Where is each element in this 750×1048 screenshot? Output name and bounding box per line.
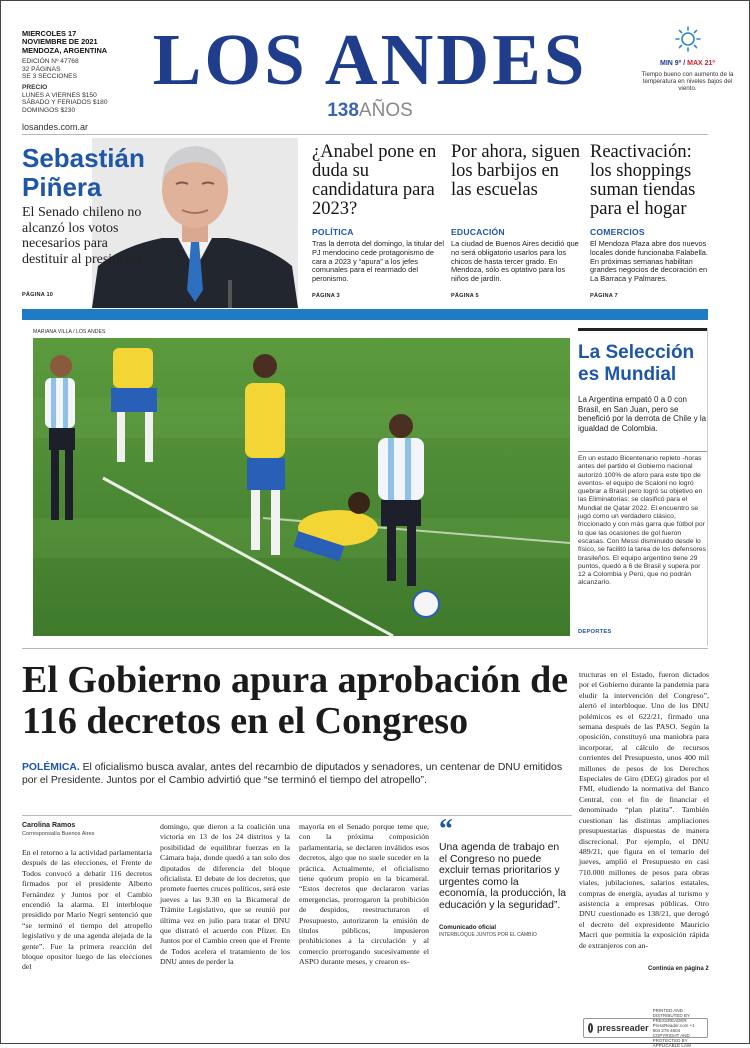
main-column-right: tructuras en el Estado, fueron dictados por el Gobierno durante la pandemia para eludir la intervención del Congreso”, alertó el interbloque. Uno de los DNU polémicos es el 622/21, firmado una semana después de las PASO. Según la oposición, constituyó una maniobra para incorporar, al cálculo de recursos corrientes del Presupuesto, unos 400 mil millones de pesos de los Derechos Especiales de Giro (DEG) girados por el FMI, eludiendo la normativa del Banco Central, con el fin de financiar el denominado “plan platita”. También cuestionan las distintas ampliaciones presupuestarias dispuestas de manera discrecional. Por ejemplo, el DNU 489/21, que figura en el temario del jueves, amplió el Presupuesto en casi 710.000 millones de pesos para obras viales, jubilaciones, salarios estatales, compras de energía, ayudas al turismo y asistencia a empresas públicas. Otro DNU cuestionado es 138/21, que derogó el decreto del expresidente Mauricio Macri que permitía la exposición rápida de extranjeros con an- [579, 670, 709, 950]
educacion-kicker: EDUCACIÓN [451, 227, 505, 237]
anniversary-word: AÑOS [358, 100, 413, 121]
site-link[interactable]: losandes.com.ar [22, 122, 89, 133]
price-line-3: DOMINGOS $230 [22, 106, 76, 114]
barbijos-headline[interactable]: Por ahora, siguen los barbijos en las escuelas [451, 142, 580, 200]
main-dek-text: El oficialismo busca avalar, antes del recambio de diputados y senadores, un centenar de DNU emitidos por el Presidente. Juntos por el Cambio advirtió que “se terminó el tiempo del atropello”. [22, 762, 563, 786]
shoppings-body: El Mendoza Plaza abre dos nuevos locales donde funcionaba Falabella. En próximas semanas habilitan grandes negocios de decoración en La Barraca y Palmares. [590, 239, 708, 284]
barbijos-body: La ciudad de Buenos Aires decidió que no será obligatorio usarlos para los chicos de hasta tercer grado. En Mendoza, sólo es optativo para los niños de jardín. [451, 239, 579, 284]
polemica-kicker: POLÉMICA. [22, 762, 80, 773]
pressreader-icon [588, 1023, 593, 1033]
author-role: Corresponsalía Buenos Aires [22, 831, 95, 837]
section-bar [22, 309, 708, 320]
football-bottom-divider [22, 648, 708, 649]
weather-box [640, 25, 735, 92]
anabel-headline[interactable]: ¿Anabel pone en duda su candidatura para 2023? [312, 142, 437, 219]
masthead-info [22, 30, 117, 132]
football-divider [578, 451, 708, 452]
date-line-1: MIERCOLES 17 [22, 29, 77, 38]
pressreader-info: PRINTED AND DISTRIBUTED BY PRESSREADER PressReader.com +1 604 278 4604 COPYRIGHT AND PROTECTED BY APPLICABLE LAW [652, 1008, 695, 1048]
barbijos-page-ref[interactable]: PÁGINA 5 [451, 293, 479, 299]
photo-credit: MARIANA VILLA / LOS ANDES [33, 329, 106, 335]
edition-line-3: SE 3 SECCIONES [22, 73, 77, 81]
temp-min: MIN 9º [660, 60, 682, 67]
pinera-headline[interactable]: Sebastián Piñera [22, 143, 145, 202]
shoppings-headline[interactable]: Reactivación: los shoppings suman tiendas para el hogar [590, 142, 696, 219]
pressreader-logo: pressreader [597, 1023, 649, 1033]
comercios-kicker: COMERCIOS [590, 227, 645, 237]
main-column-2: domingo, que dieron a la coalición una victoria en 13 de los 24 distritos y la posibilidad de equilibrar fuerzas en la Cámara baja, donde quedó a tan solo dos diputados de diferencia del bloque oficialista. El debate de los decretos, que promete fuertes cruces políticos, será este jueves a las 9.30 en la Bicameral de Trámite Legislativo, que se reunió por última vez en julio para tratar el DNU que distrató el acuerdo con Pfizer. En Juntos por el Cambio creen que el Frente de Todos acelera el tratamiento de los DNU antes de perder la [160, 822, 290, 967]
price-line-2: SÁBADO Y FERIADOS $180 [22, 99, 108, 107]
masthead-divider [22, 134, 708, 135]
football-headline[interactable]: La Selección es Mundial [578, 342, 695, 385]
temp-max: MAX 21º [687, 60, 715, 67]
pinera-page-ref[interactable]: PÁGINA 10 [22, 292, 54, 298]
anniversary-number: 138 [327, 100, 359, 121]
shoppings-page-ref[interactable]: PÁGINA 7 [590, 293, 618, 299]
sun-icon [674, 25, 702, 53]
main-headline[interactable]: El Gobierno apura aprobación de 116 decretos en el Congreso [22, 659, 569, 742]
date-line-2: NOVIEMBRE DE 2021 [22, 37, 98, 47]
football-photo [33, 338, 570, 636]
main-dek [22, 761, 572, 787]
deportes-kicker[interactable]: DEPORTES [578, 629, 612, 635]
price-line-1: LUNES A VIERNES $150 [22, 91, 97, 99]
weather-temps: MIN 9º / MAX 21º [660, 60, 715, 67]
main-column-3: mayoría en el Senado porque teme que, con la próxima composición parlamentaria, se declaren inválidos esos decretos, algo que no suele suceder en la práctica. Actualmente, el oficialismo tiene quórum propio en la bicameral. “Estos decretos que declararon varias emergencias, prorrogaron la prohibición de despidos, reestructuraron el Presupuesto, autorizaron la emisión de títulos públicos, impusieron prohibiciones a la circulación y al comercio prorrogando sucesivamente el ASPO durante meses, y crearon es- [299, 822, 429, 967]
anabel-page-ref[interactable]: PÁGINA 3 [312, 293, 340, 299]
quote-source-org: INTERBLOQUE JUNTOS POR EL CAMBIO [439, 932, 537, 938]
anniversary-badge [120, 100, 620, 122]
quote-source: Comunicado oficial [439, 924, 497, 931]
anabel-body: Tras la derrota del domingo, la titular del PJ mendocino cede protagonismo de cara a 2023 y “apura” a los jefes comunales para el rearmado del peronismo. [312, 239, 445, 284]
date-line-3: MENDOZA, ARGENTINA [22, 45, 108, 55]
price-label: PRECIO [22, 84, 48, 91]
football-side-rule [707, 328, 708, 646]
pinera-dek: El Senado chileno no alcanzó los votos necesarios para destituir al presidente. [22, 205, 147, 267]
author-name: Carolina Ramos [22, 822, 76, 829]
football-body: En un estado Bicentenario repleto -horas antes del partido el Gobierno nacional autorizó 100% de aforo para este tipo de eventos- el equipo de Scaloni no logró quebrar a Brasil pero logró su objetivo en las Eliminatorias: se clasificó para el Mundial de Qatar 2022. El encuentro se jugó como un verdadero clásico, friccionado y con más garra que fútbol por lo que las ocasiones de gol fueron escasas. Con Messi disminuido desde lo físico, se facilitó la tarea de los defensores brasileños. El equipo argentino tiene 29 puntos, quedó a 6 de Brasil y supera por 12 a Colombia y Perú, que no podrán alcanzarlo. [578, 455, 707, 587]
edition-line-1: EDICIÓN Nº 47768 [22, 58, 79, 66]
edition-line-2: 32 PÁGINAS [22, 65, 61, 73]
main-column-1: En el retorno a la actividad parlamentaria después de las elecciones, el Frente de Todos convocó a debatir 116 decretos firmados por el presidente Alberto Fernández y Juntos por el Cambio encendió la alarma. El interbloque presidido por Mario Negri sentenció que “se terminó el tiempo del atropello legislativo y de una agenda alejada de la gente”. Fue la primera reacción del bloque opositor luego de las elecciones del [22, 848, 152, 972]
weather-text: Tiempo bueno con aumento de la temperatura en niveles bajos del viento. [641, 71, 734, 92]
newspaper-logo: LOS ANDES [152, 19, 588, 100]
pressreader-badge[interactable] [583, 1008, 708, 1048]
continue-link[interactable]: Continúa en página 2 [648, 966, 709, 972]
main-divider [22, 815, 572, 816]
politica-kicker: POLÍTICA [312, 227, 354, 237]
pull-quote: Una agenda de trabajo en el Congreso no puede excluir temas prioritarios y urgentes como la economía, la producción, la educación y la seguridad”. [439, 842, 567, 911]
football-box-rule [578, 328, 708, 331]
quote-icon: “ [439, 814, 453, 845]
football-lede: La Argentina empató 0 a 0 con Brasil, en San Juan, pero se benefició por la derrota de Chile y la igualdad de Colombia. [578, 395, 707, 433]
